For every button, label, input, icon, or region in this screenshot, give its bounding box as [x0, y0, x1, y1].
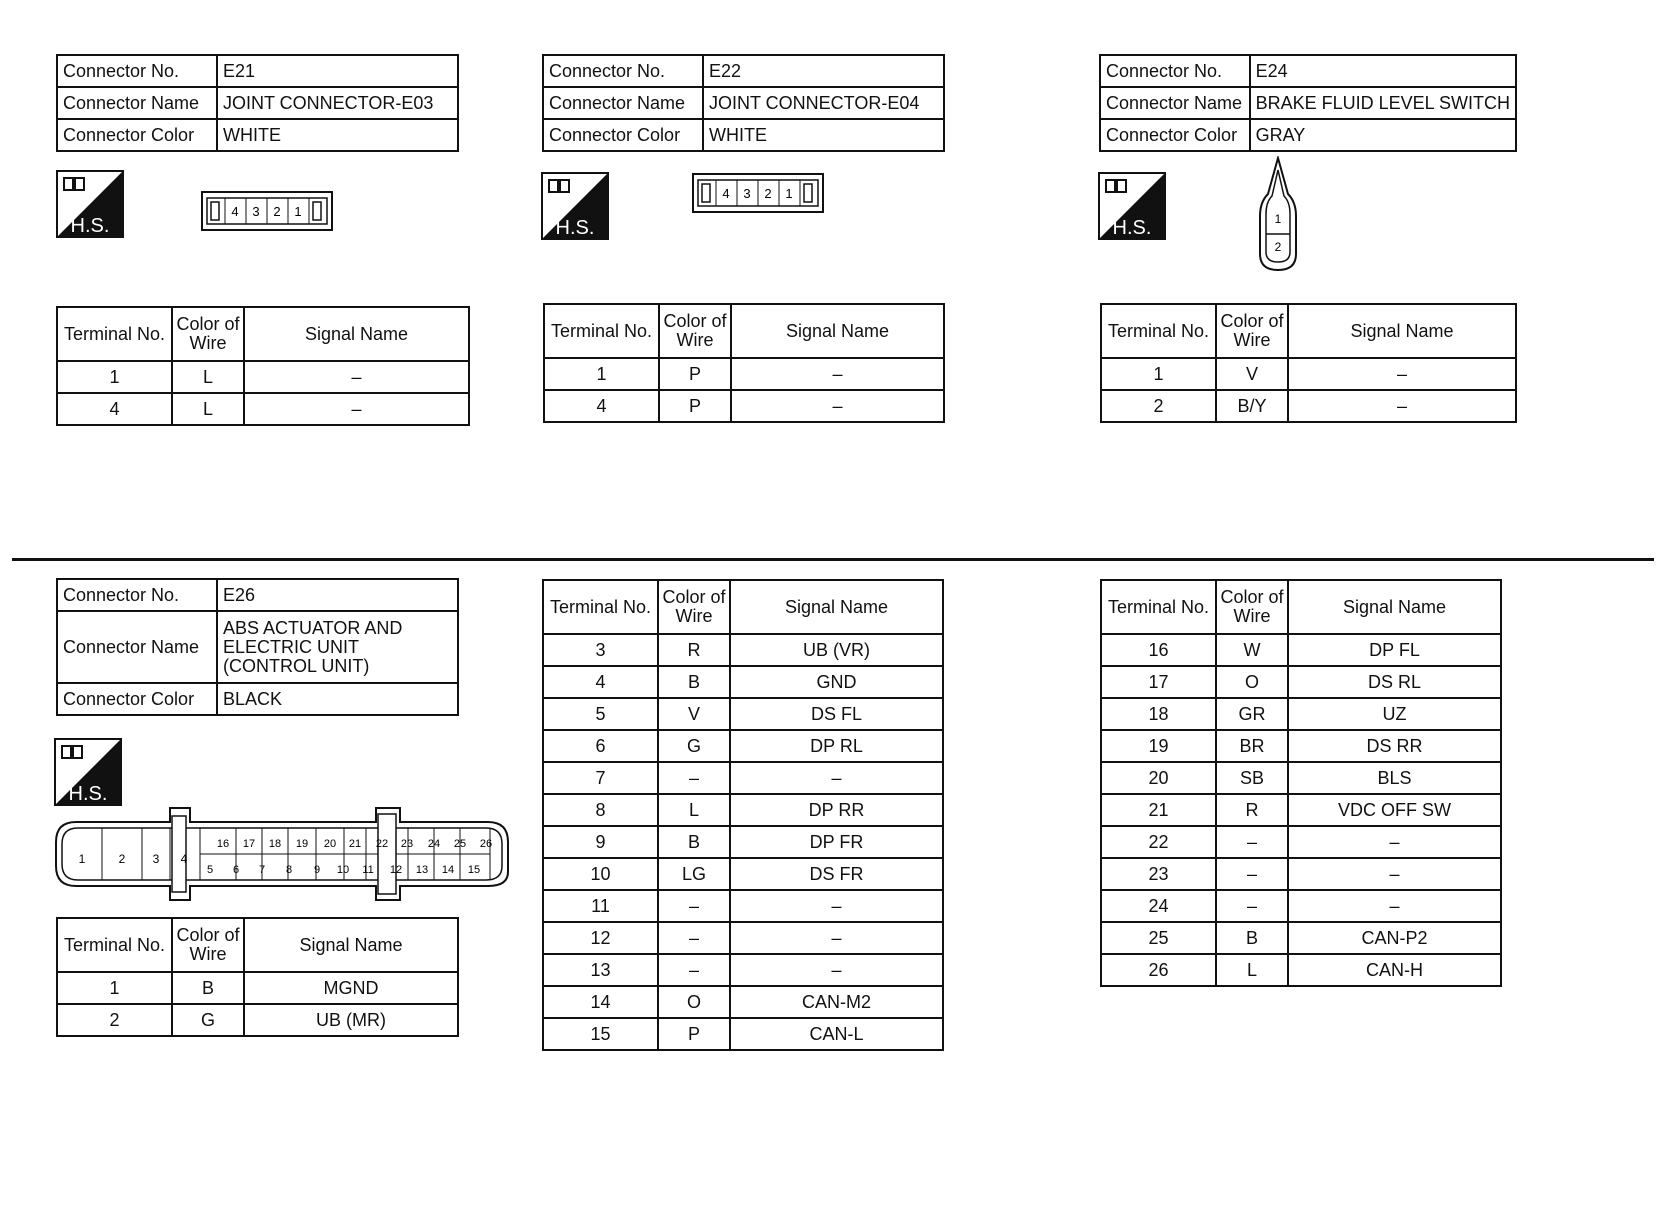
connector-no-label: Connector No.: [1100, 55, 1250, 87]
connector-color-label: Connector Color: [1100, 119, 1250, 151]
connector-no-value: E22: [703, 55, 944, 87]
connector-color-value: WHITE: [703, 119, 944, 151]
connector-name-value: JOINT CONNECTOR-E03: [217, 87, 458, 119]
pin-label: 23: [400, 838, 414, 850]
e26-terminal-table-a: [56, 917, 459, 1037]
table-row: 6 G DP RL: [543, 730, 943, 762]
pin-label: 4: [180, 852, 188, 866]
connector-name-value: BRAKE FLUID LEVEL SWITCH: [1250, 87, 1516, 119]
connector-color-value: BLACK: [217, 683, 458, 715]
table-row: 18 GR UZ: [1101, 698, 1501, 730]
connector-name-label: Connector Name: [57, 87, 217, 119]
pin-label: 17: [242, 838, 256, 850]
table-row: 22 – –: [1101, 826, 1501, 858]
harness-side-icon: [1098, 172, 1166, 240]
table-row: 10 LG DS FR: [543, 858, 943, 890]
terminal-no-header: Terminal No.: [1101, 580, 1216, 634]
signal-name-header: Signal Name: [244, 307, 469, 361]
table-row: 26 L CAN-H: [1101, 954, 1501, 986]
signal-name-header: Signal Name: [1288, 580, 1501, 634]
e24-connector-face: [1256, 156, 1300, 272]
pin-label: 4: [722, 186, 730, 201]
pin-label: 1: [294, 204, 302, 219]
connector-name-label: Connector Name: [1100, 87, 1250, 119]
pin-label: 9: [313, 864, 321, 876]
table-row: 4 P –: [544, 390, 944, 422]
table-row: 9 B DP FR: [543, 826, 943, 858]
table-row: 1 B MGND: [57, 972, 458, 1004]
pin-label: 12: [389, 864, 403, 876]
pin-label: 3: [152, 852, 160, 866]
hs-label: H.S.: [555, 217, 595, 239]
e21-info-table: [56, 54, 459, 152]
table-row: 24 – –: [1101, 890, 1501, 922]
terminal-no-header: Terminal No.: [544, 304, 659, 358]
pin-label: 2: [764, 186, 772, 201]
e21-connector-face: [201, 191, 333, 231]
e26-terminal-table-b: [542, 579, 944, 1051]
table-row: 15 P CAN-L: [543, 1018, 943, 1050]
connector-color-label: Connector Color: [57, 119, 217, 151]
table-row: 1 V –: [1101, 358, 1516, 390]
table-row: 5 V DS FL: [543, 698, 943, 730]
pin-label: 13: [415, 864, 429, 876]
terminal-no-header: Terminal No.: [543, 580, 658, 634]
e26-terminal-table-c: [1100, 579, 1502, 987]
pin-label: 6: [232, 864, 240, 876]
pin-label: 2: [273, 204, 281, 219]
pin-label: 3: [743, 186, 751, 201]
pin-label: 22: [375, 838, 389, 850]
signal-name-header: Signal Name: [731, 304, 944, 358]
pin-label: 25: [453, 838, 467, 850]
pin-label: 15: [467, 864, 481, 876]
pin-label: 21: [348, 838, 362, 850]
terminal-no-header: Terminal No.: [1101, 304, 1216, 358]
table-row: 21 R VDC OFF SW: [1101, 794, 1501, 826]
table-row: 1 P –: [544, 358, 944, 390]
e22-terminal-table: [543, 303, 945, 423]
table-row: 14 O CAN-M2: [543, 986, 943, 1018]
pin-label: 1: [78, 852, 86, 866]
harness-side-icon: [54, 738, 122, 806]
connector-name-label: Connector Name: [57, 611, 217, 683]
color-of-wire-header: Color of Wire: [659, 304, 731, 358]
color-of-wire-header: Color of Wire: [172, 918, 244, 972]
hs-label: H.S.: [70, 215, 110, 237]
connector-no-label: Connector No.: [543, 55, 703, 87]
connector-color-value: GRAY: [1250, 119, 1516, 151]
connector-no-value: E26: [217, 579, 458, 611]
table-row: 4 L –: [57, 393, 469, 425]
table-row: 20 SB BLS: [1101, 762, 1501, 794]
pin-label: 14: [441, 864, 455, 876]
pin-label: 3: [252, 204, 260, 219]
table-row: 2 B/Y –: [1101, 390, 1516, 422]
hs-label: H.S.: [1112, 217, 1152, 239]
hs-label: H.S.: [68, 783, 108, 805]
connector-no-value: E24: [1250, 55, 1516, 87]
table-row: 1 L –: [57, 361, 469, 393]
pin-label: 16: [216, 838, 230, 850]
harness-side-icon: [56, 170, 124, 238]
harness-side-icon: [541, 172, 609, 240]
pin-label: 19: [295, 838, 309, 850]
pin-label: 10: [336, 864, 350, 876]
table-row: 11 – –: [543, 890, 943, 922]
pin-label: 2: [118, 852, 126, 866]
table-row: 13 – –: [543, 954, 943, 986]
signal-name-header: Signal Name: [1288, 304, 1516, 358]
table-row: 12 – –: [543, 922, 943, 954]
table-row: 16 W DP FL: [1101, 634, 1501, 666]
connector-no-value: E21: [217, 55, 458, 87]
terminal-no-header: Terminal No.: [57, 918, 172, 972]
color-of-wire-header: Color of Wire: [1216, 304, 1288, 358]
color-of-wire-header: Color of Wire: [1216, 580, 1288, 634]
table-row: 23 – –: [1101, 858, 1501, 890]
table-row: 2 G UB (MR): [57, 1004, 458, 1036]
pin-label: 20: [323, 838, 337, 850]
pin-label: 7: [258, 864, 266, 876]
connector-no-label: Connector No.: [57, 55, 217, 87]
pin-label: 24: [427, 838, 441, 850]
connector-color-value: WHITE: [217, 119, 458, 151]
e24-terminal-table: [1100, 303, 1517, 423]
connector-name-value: ABS ACTUATOR AND ELECTRIC UNIT (CONTROL UNIT): [217, 611, 458, 683]
e22-connector-face: [692, 173, 824, 213]
terminal-no-header: Terminal No.: [57, 307, 172, 361]
connector-name-label: Connector Name: [543, 87, 703, 119]
signal-name-header: Signal Name: [244, 918, 458, 972]
pin-label: 26: [479, 838, 493, 850]
table-row: 19 BR DS RR: [1101, 730, 1501, 762]
table-row: 3 R UB (VR): [543, 634, 943, 666]
table-row: 4 B GND: [543, 666, 943, 698]
table-row: 17 O DS RL: [1101, 666, 1501, 698]
pin-label: 4: [231, 204, 239, 219]
signal-name-header: Signal Name: [730, 580, 943, 634]
connector-name-value: JOINT CONNECTOR-E04: [703, 87, 944, 119]
pin-label: 8: [285, 864, 293, 876]
e26-info-table: [56, 578, 459, 716]
pin-label: 18: [268, 838, 282, 850]
table-row: 25 B CAN-P2: [1101, 922, 1501, 954]
connector-color-label: Connector Color: [57, 683, 217, 715]
table-row: 8 L DP RR: [543, 794, 943, 826]
pin-label: 1: [1274, 212, 1282, 226]
color-of-wire-header: Color of Wire: [172, 307, 244, 361]
e26-connector-face: [54, 806, 510, 902]
color-of-wire-header: Color of Wire: [658, 580, 730, 634]
pin-label: 11: [362, 864, 374, 876]
connector-color-label: Connector Color: [543, 119, 703, 151]
e22-info-table: [542, 54, 945, 152]
connector-no-label: Connector No.: [57, 579, 217, 611]
table-row: 7 – –: [543, 762, 943, 794]
pin-label: 1: [785, 186, 793, 201]
pin-label: 5: [206, 864, 214, 876]
e24-info-table: [1099, 54, 1517, 152]
pin-label: 2: [1274, 240, 1282, 254]
e21-terminal-table: [56, 306, 470, 426]
section-divider: [12, 558, 1654, 561]
